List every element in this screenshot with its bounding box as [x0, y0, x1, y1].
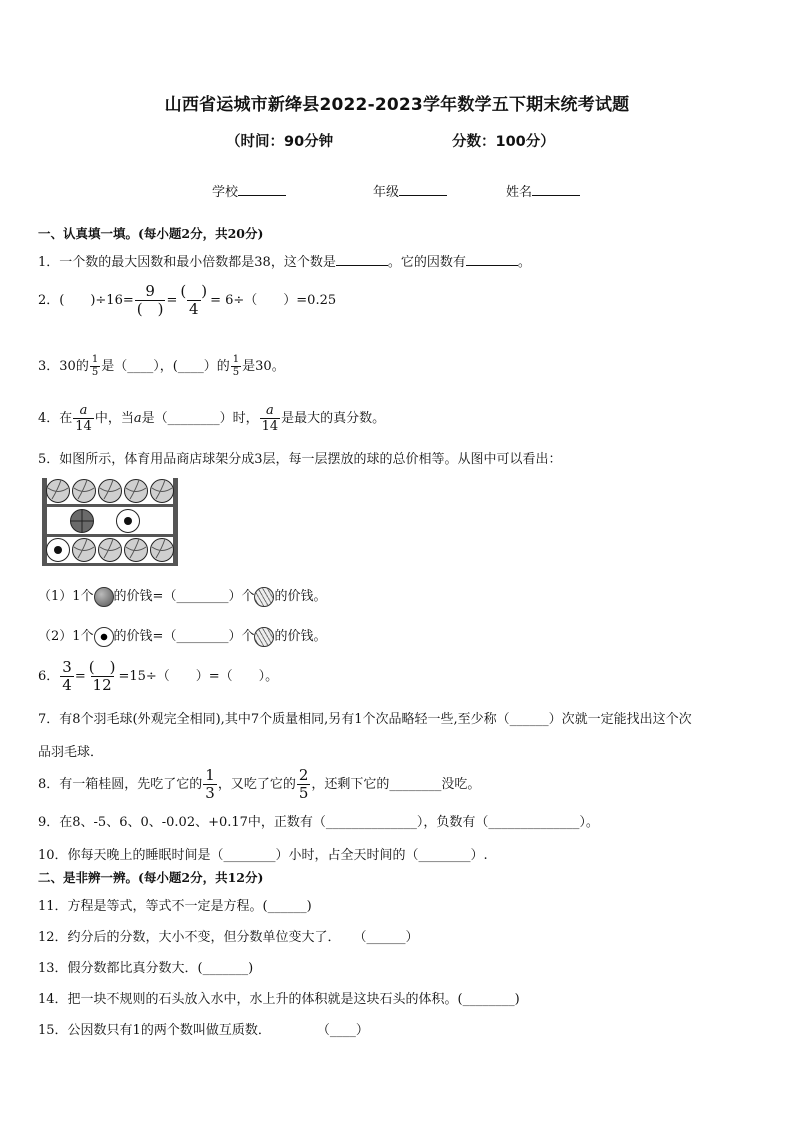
- basketball-icon: [94, 587, 114, 607]
- question-5: 5．如图所示，体育用品商店球架分成3层，每一层摆放的球的总价相等。从图中可以看出：: [38, 452, 562, 467]
- soccer-ball-icon: [94, 627, 114, 647]
- question-9: 9．在8、-5、6、0、-0.02、+0.17中，正数有（______________），负数有（______________）。: [38, 815, 599, 830]
- section2-heading: 二、是非辨一辨。(每小题2分，共12分): [38, 870, 264, 885]
- question-3: 3．30的 $\frac{1}{5}$ 是（____），(____）的 $\frac{1}{5}$ 是30。: [38, 354, 285, 378]
- answer-blank[interactable]: [466, 253, 518, 266]
- question-2: 2．( )÷16= $\frac{9}{( )}$ = $\frac{( )}{4}$ = 6÷（ ）=0.25: [38, 282, 337, 318]
- answer-blank[interactable]: [336, 253, 388, 266]
- ball-rack-illustration: [40, 476, 180, 568]
- question-6: 6． $\frac{3}{4}$ = $\frac{( )}{12}$ =15÷（ ）=（ ）。: [38, 658, 279, 694]
- question-14: 14．把一块不规则的石头放入水中，水上升的体积就是这块石头的体积。(________): [38, 992, 520, 1007]
- grade-field[interactable]: 年级: [373, 181, 447, 200]
- volleyball-icon: [254, 627, 274, 647]
- question-5-1: （1）1个 的价钱=（________）个 的价钱。: [38, 585, 326, 607]
- exam-time: （时间：90分钟: [226, 134, 334, 150]
- question-1: 1．一个数的最大因数和最小倍数都是38，这个数是 。它的因数有 。: [38, 255, 531, 270]
- section1-heading: 一、认真填一填。(每小题2分，共20分): [38, 226, 264, 241]
- question-11: 11．方程是等式，等式不一定是方程。(______): [38, 899, 312, 914]
- question-7-line1: 7．有8个羽毛球(外观完全相同),其中7个质量相同,另有1个次品略轻一些,至少称（______）次就一定能找出这个次: [38, 712, 692, 727]
- question-8: 8．有一箱桂圆，先吃了它的 $\frac{1}{3}$ ，又吃了它的 $\frac{2}{5}$ ，还剩下它的________没吃。: [38, 766, 481, 802]
- soccer-ball-patch: [54, 546, 62, 554]
- question-4: 4．在 $\frac{a}{14}$ 中，当a是（________）时， $\frac{a}{14}$ 是最大的真分数。: [38, 403, 386, 434]
- school-field[interactable]: 学校: [212, 181, 286, 200]
- exam-title: 山西省运城市新绛县2022-2023学年数学五下期末统考试题: [164, 95, 630, 115]
- question-13: 13．假分数都比真分数大．(_______): [38, 961, 254, 976]
- exam-score: 分数：100分）: [452, 134, 555, 150]
- name-field[interactable]: 姓名: [506, 181, 580, 200]
- question-7-line2: 品羽毛球．: [38, 745, 104, 760]
- question-12: 12．约分后的分数，大小不变，但分数单位变大了． （______）: [38, 930, 419, 945]
- soccer-ball-patch: [124, 517, 132, 525]
- ball-rack-figure: [40, 476, 180, 568]
- volleyball-icon: [254, 587, 274, 607]
- question-5-2: （2）1个 的价钱=（________）个 的价钱。: [38, 625, 326, 647]
- question-15: 15．公因数只有1的两个数叫做互质数． （____）: [38, 1023, 369, 1038]
- question-10: 10．你每天晚上的睡眠时间是（________）小时，占全天时间的（________）.: [38, 848, 488, 863]
